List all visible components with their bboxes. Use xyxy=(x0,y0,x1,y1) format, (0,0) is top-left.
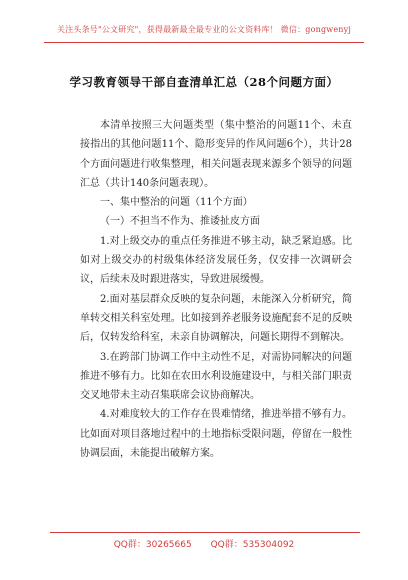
document-body xyxy=(80,116,352,463)
section-heading: 一、集中整治的问题（11个方面） xyxy=(100,197,253,209)
footer xyxy=(0,537,408,550)
banner-divider xyxy=(44,42,364,43)
subsection-heading: （一）不担当不作为、推诿扯皮方面 xyxy=(100,216,260,228)
qq-group-2: QQ群：535304092 xyxy=(210,540,295,550)
intro-paragraph: 本清单按照三大问题类型（集中整治的问题11个、未直接指出的其他问题11个、隐形变异的作风问题6个），共计28个方面问题进行收集整理，相关问题表现来源多个领导的问题汇总（共计140条问题表现）。 xyxy=(80,120,352,189)
item-paragraph: 1.对上级交办的重点任务推进不够主动，缺乏紧迫感。比如对上级交办的村级集体经济发展任务，仅安排一次调研会议，后续未及时跟进落实，导致进展缓慢。 xyxy=(80,235,352,286)
qq-group-1: QQ群：30265665 xyxy=(113,540,192,550)
item-paragraph: 2.面对基层群众反映的复杂问题，未能深入分析研究，简单转交相关科室处理。比如接到养老服务设施配套不足的反映后，仅转发给科室，未亲自协调解决，问题长期得不到解决。 xyxy=(80,293,352,344)
item-paragraph: 4.对难度较大的工作存在畏难情绪，推进举措不够有力。比如面对项目落地过程中的土地指标受限问题，停留在一般性协调层面，未能提出破解方案。 xyxy=(80,409,352,460)
top-banner: 关注头条号"公文研究"，获得最新最全最专业的公文资料库！ 微信：gongwenyj xyxy=(56,25,352,34)
item-paragraph: 3.在跨部门协调工作中主动性不足，对需协同解决的问题推进不够有力。比如在农田水利设施建设中，与相关部门职责交叉地带未主动召集联席会议协商解决。 xyxy=(80,351,352,402)
document-title: 学习教育领导干部自查清单汇总（28个问题方面） xyxy=(69,75,339,89)
footer-divider xyxy=(50,532,360,533)
